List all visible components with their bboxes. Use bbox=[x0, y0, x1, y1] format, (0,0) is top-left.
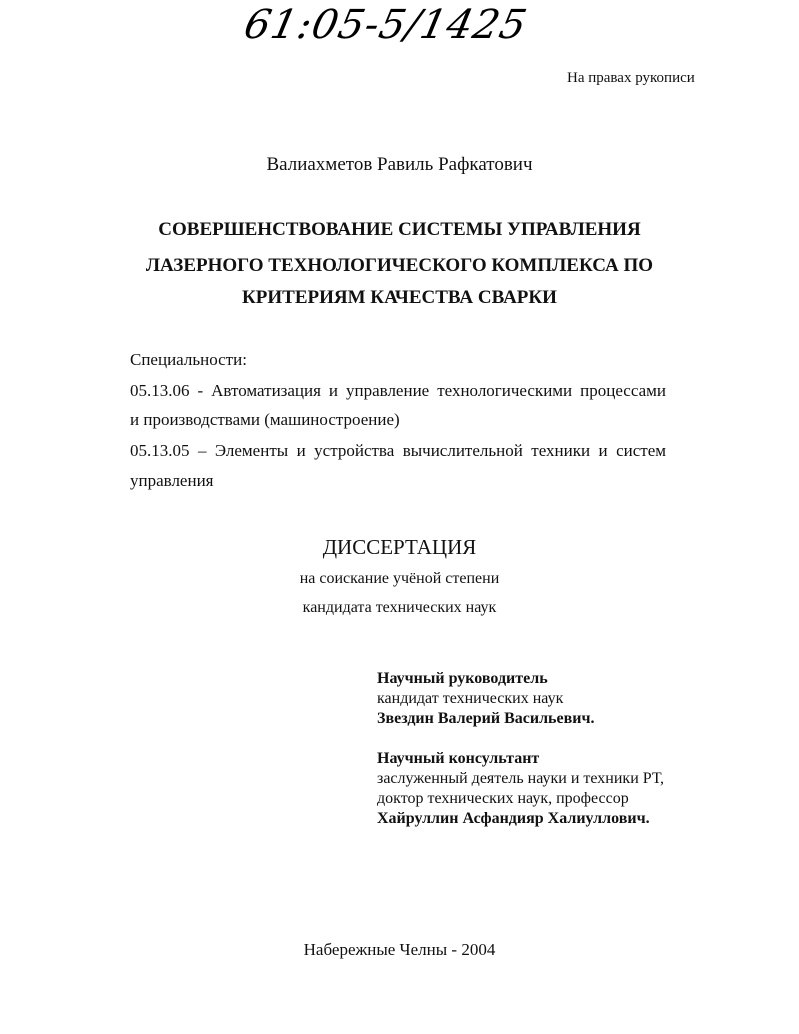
consultant-title: доктор технических наук, профессор bbox=[377, 790, 629, 807]
specialties-label: Специальности: bbox=[130, 350, 247, 369]
consultant-title: заслуженный деятель науки и техники РТ, bbox=[377, 770, 665, 787]
consultant-name: Хайруллин Асфандияр Халиуллович. bbox=[377, 810, 650, 827]
degree-line: кандидата технических наук bbox=[302, 599, 497, 616]
place-year: Набережные Челны - 2004 bbox=[303, 940, 496, 959]
supervisor-heading: Научный руководитель bbox=[377, 670, 548, 687]
title-line: КРИТЕРИЯМ КАЧЕСТВА СВАРКИ bbox=[242, 287, 557, 308]
supervisor-name: Звездин Валерий Васильевич. bbox=[377, 710, 595, 727]
rights-note: На правах рукописи bbox=[567, 70, 695, 86]
handwritten-catalog-number: 61:05-5/1425 bbox=[240, 2, 532, 48]
specialty-line: и производствами (машиностроение) bbox=[130, 410, 400, 429]
author-name: Валиахметов Равиль Рафкатович bbox=[266, 154, 533, 175]
specialty-line: 05.13.05 – Элементы и устройства вычислительной техники и систем bbox=[130, 441, 666, 460]
supervisor-title: кандидат технических наук bbox=[377, 690, 564, 707]
title-line: СОВЕРШЕНСТВОВАНИЕ СИСТЕМЫ УПРАВЛЕНИЯ bbox=[158, 219, 641, 240]
consultant-heading: Научный консультант bbox=[377, 750, 540, 767]
degree-line: на соискание учёной степени bbox=[299, 570, 500, 587]
specialty-line: 05.13.06 - Автоматизация и управление технологическими процессами bbox=[130, 381, 666, 400]
document-type: ДИССЕРТАЦИЯ bbox=[322, 535, 477, 559]
specialty-line: управления bbox=[130, 471, 214, 490]
title-line: ЛАЗЕРНОГО ТЕХНОЛОГИЧЕСКОГО КОМПЛЕКСА ПО bbox=[145, 255, 654, 276]
